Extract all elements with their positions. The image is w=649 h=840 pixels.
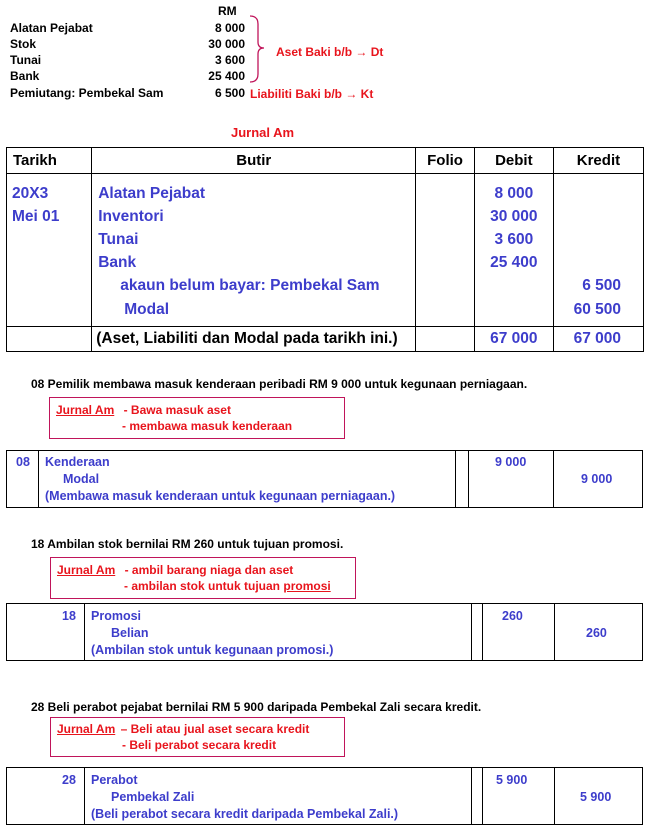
hint-title: Jurnal Am [57,722,116,736]
liability-note: Liabiliti Baki b/b → Kt [250,87,374,101]
question-08: 08 Pemilik membawa masuk kenderaan peribadi RM 9 000 untuk kegunaan perniagaan. [31,377,528,391]
account-line: Modal [124,300,170,318]
debit-value: 8 000 [494,184,534,202]
hint-line: - Beli perabot secara kredit [122,738,277,752]
opening-label: Bank [10,69,40,83]
account-line: Bank [98,254,137,272]
account-line: Tunai [98,230,139,248]
hint-underline: promosi [283,579,331,593]
debit-account: Perabot [91,773,138,787]
header-debit: Debit [474,148,553,174]
account-line: Inventori [98,207,164,225]
opening-label: Pemiutang: Pembekal Sam [10,86,164,100]
entry-day: 18 [62,609,76,623]
hint-line: - ambil barang niaga dan aset [124,563,294,577]
opening-label: Alatan Pejabat [10,21,93,35]
opening-value: 25 400 [208,69,245,83]
total-text: (Aset, Liabiliti dan Modal pada tarikh ini.) [92,326,416,351]
opening-label: Stok [10,37,37,51]
header-row [7,148,644,174]
debit-value: 9 000 [495,455,527,469]
question-28: 28 Beli perabot pejabat bernilai RM 5 900 daripada Pembekal Zali secara kredit. [31,700,482,714]
main-entry-row [7,182,644,327]
hint-line: - ambilan stok untuk tujuan [124,579,281,593]
credit-account: Pembekal Zali [111,790,195,804]
opening-value: 3 600 [214,53,245,67]
journal-entry-28 [6,767,643,825]
header-kredit: Kredit [553,148,643,174]
total-credit: 67 000 [553,326,643,351]
entry-date: Mei 01 [12,207,60,225]
header-butir: Butir [92,148,416,174]
opening-value: 30 000 [208,37,245,51]
debit-account: Promosi [91,609,142,623]
credit-value: 6 500 [582,277,621,295]
hint-box [50,717,345,757]
currency-label: RM [218,4,237,18]
opening-value: 8 000 [214,21,245,35]
account-line: akaun belum bayar: Pembekal Sam [120,277,380,295]
credit-account: Modal [63,472,100,486]
hint-line: – Beli atau jual aset secara kredit [120,722,310,736]
entry-day: 08 [16,455,30,469]
account-line: Alatan Pejabat [98,184,206,202]
hint-title: Jurnal Am [57,563,116,577]
debit-account: Kenderaan [45,455,110,469]
credit-value: 9 000 [581,472,613,486]
journal-table [6,147,644,352]
hint-title: Jurnal Am [56,403,115,417]
credit-value: 60 500 [573,300,621,318]
credit-value: 5 900 [580,790,612,804]
asset-note: Aset Baki b/b → Dt [276,45,384,59]
journal-entry-18 [6,603,643,661]
narration: (Beli perabot secara kredit daripada Pembekal Zali.) [91,807,399,821]
debit-value: 5 900 [496,773,528,787]
entry-day: 28 [62,773,76,787]
entry-year: 20X3 [12,184,49,202]
total-debit: 67 000 [474,326,553,351]
narration: (Ambilan stok untuk kegunaan promosi.) [91,643,334,657]
brace-icon [248,14,268,84]
journal-title: Jurnal Am [231,125,295,140]
debit-value: 3 600 [494,230,534,248]
opening-label: Tunai [10,53,42,67]
hint-line: - membawa masuk kenderaan [122,419,293,433]
hint-box [49,397,345,439]
question-18: 18 Ambilan stok bernilai RM 260 untuk tujuan promosi. [31,537,344,551]
credit-account: Belian [111,626,149,640]
hint-box [50,557,356,599]
debit-value: 260 [502,609,523,623]
total-row [7,326,644,351]
opening-value: 6 500 [214,86,245,100]
journal-entry-08 [6,450,643,508]
header-folio: Folio [416,148,475,174]
hint-line: - Bawa masuk aset [123,403,231,417]
credit-value: 260 [586,626,607,640]
narration: (Membawa masuk kenderaan untuk kegunaan perniagaan.) [45,489,396,503]
debit-value: 30 000 [490,207,538,225]
header-tarikh: Tarikh [7,148,92,174]
folio-cell [416,182,475,327]
debit-value: 25 400 [490,254,538,272]
